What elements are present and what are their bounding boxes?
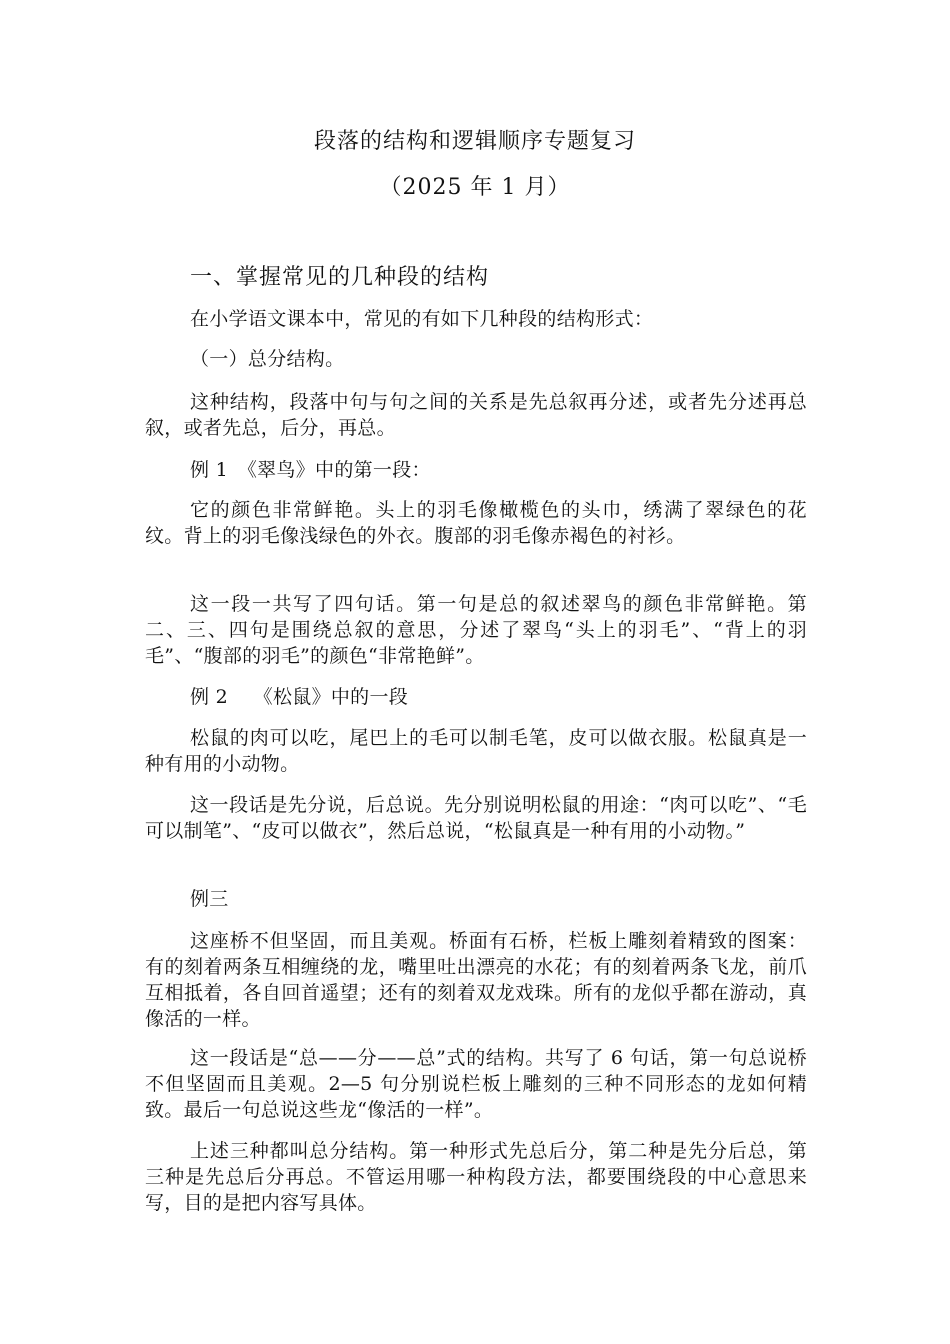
example-3-label: 例三 [190, 888, 229, 910]
example-2-label: 例 2 《松鼠》中的一段 [190, 686, 409, 708]
example-3-analysis: 这一段话是“总——分——总”式的结构。共写了 6 句话，第一句总说桥不但坚固而且美观。2—5 句分别说栏板上雕刻的三种不同形态的龙如何精致。最后一句总说这些龙“像活的一样”。 [145, 1047, 807, 1121]
example-1-text: 它的颜色非常鲜艳。头上的羽毛像橄榄色的头巾，绣满了翠绿色的花纹。背上的羽毛像浅绿色的外衣。腹部的羽毛像赤褐色的衬衫。 [145, 499, 807, 547]
example-2-analysis: 这一段话是先分说，后总说。先分别说明松鼠的用途：“肉可以吃”、“毛可以制笔”、“皮可以做衣”，然后总说，“松鼠真是一种有用的小动物。” [145, 794, 807, 842]
subheading-paragraph: （一）总分结构。 [190, 348, 345, 370]
section-heading: 一、掌握常见的几种段的结构 [190, 265, 490, 290]
document-title: 段落的结构和逻辑顺序专题复习 [313, 129, 636, 154]
example-1-analysis: 这一段一共写了四句话。第一句是总的叙述翠鸟的颜色非常鲜艳。第二、三、四句是围绕总叙的意思，分述了翠鸟“头上的羽毛”、“背上的羽毛”、“腹部的羽毛”的颜色“非常艳鲜”。 [145, 593, 807, 667]
document-date: （2025 年 1 月） [379, 175, 571, 200]
example-1-label: 例 1 《翠鸟》中的第一段： [190, 459, 431, 481]
explain-paragraph: 这种结构，段落中句与句之间的关系是先总叙再分述，或者先分述再总叙，或者先总，后分，再总。 [145, 391, 807, 439]
example-3-text: 这座桥不但坚固，而且美观。桥面有石桥，栏板上雕刻着精致的图案：有的刻着两条互相缠绕的龙，嘴里吐出漂亮的水花；有的刻着两条飞龙，前爪互相抵着，各自回首遥望；还有的刻着双龙戏珠。所有的龙似乎都在游动，真像活的一样。 [145, 930, 807, 1030]
summary-paragraph: 上述三种都叫总分结构。第一种形式先总后分，第二种是先分后总，第三种是先总后分再总。不管运用哪一种构段方法，都要围绕段的中心意思来写，目的是把内容写具体。 [145, 1140, 807, 1214]
example-2-text: 松鼠的肉可以吃，尾巴上的毛可以制毛笔，皮可以做衣服。松鼠真是一种有用的小动物。 [145, 727, 807, 775]
intro-paragraph: 在小学语文课本中，常见的有如下几种段的结构形式： [190, 308, 654, 330]
